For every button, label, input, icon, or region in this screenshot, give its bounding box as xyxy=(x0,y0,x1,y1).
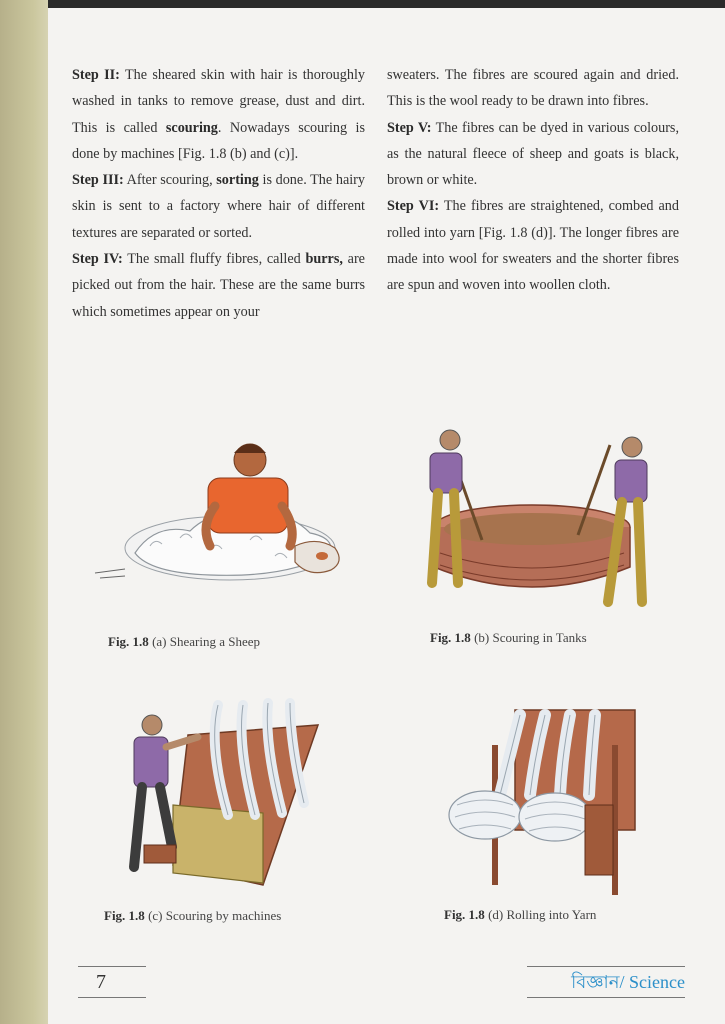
caption-fig-b: Fig. 1.8 (b) Scouring in Tanks xyxy=(430,630,587,645)
illustration-shearing-sheep xyxy=(90,428,360,608)
subject-title: বিজ্ঞান/ Science xyxy=(527,966,685,998)
step-label: Step II: xyxy=(72,67,120,83)
step-label: Step VI: xyxy=(387,198,440,215)
paragraph-step-6: Step VI: The fibres are straightened, combed and rolled into yarn [Fig. 1.8 (d)]. The longer fibres are made into wool for sweaters and the shorter fibres are spun and woven into woollen cloth. xyxy=(387,198,679,294)
illustration-rolling-yarn xyxy=(425,705,655,895)
paragraph-continued: sweaters. The fibres are scoured again and dried. This is the wool ready to be drawn into fibres. xyxy=(387,67,679,110)
step-label: Step III: xyxy=(72,172,124,189)
paragraph-step-3: Step III: After scouring, sorting is done. The hairy skin is sent to a factory where hair of different textures are separated or sorted. xyxy=(72,172,366,241)
left-text-column xyxy=(72,62,365,325)
caption-fig-c: Fig. 1.8 (c) Scouring by machines xyxy=(104,908,282,923)
caption-fig-d: Fig. 1.8 (d) Rolling into Yarn xyxy=(444,907,597,922)
illustration-scouring-tanks xyxy=(410,425,660,620)
illustration-scouring-machines xyxy=(118,695,343,895)
step-label: Step IV: xyxy=(72,251,123,268)
paragraph-step-2: Step II: The sheared skin with hair is thoroughly washed in tanks to remove grease, dust and dirt. This is called scouring. Nowadays scouring is done by machines [Fig. 1.8 (b) and (c)]. xyxy=(72,67,365,162)
top-edge xyxy=(48,0,725,8)
paragraph-step-4: Step IV: The small fluffy fibres, called burrs, are picked out from the hair. These are the same burrs which sometimes appear on your xyxy=(72,251,365,320)
paragraph-step-5: Step V: The fibres can be dyed in various colours, as the natural fleece of sheep and goats is black, brown or white. xyxy=(387,119,680,189)
right-text-column xyxy=(387,62,679,299)
caption-fig-a: Fig. 1.8 (a) Shearing a Sheep xyxy=(108,634,260,649)
page-number: 7 xyxy=(78,966,146,998)
step-label: Step V: xyxy=(387,119,432,136)
keyword-scouring: scouring xyxy=(165,119,218,136)
keyword-burrs: burrs, xyxy=(305,251,343,268)
book-spine xyxy=(0,0,48,1024)
keyword-sorting: sorting xyxy=(216,172,259,189)
